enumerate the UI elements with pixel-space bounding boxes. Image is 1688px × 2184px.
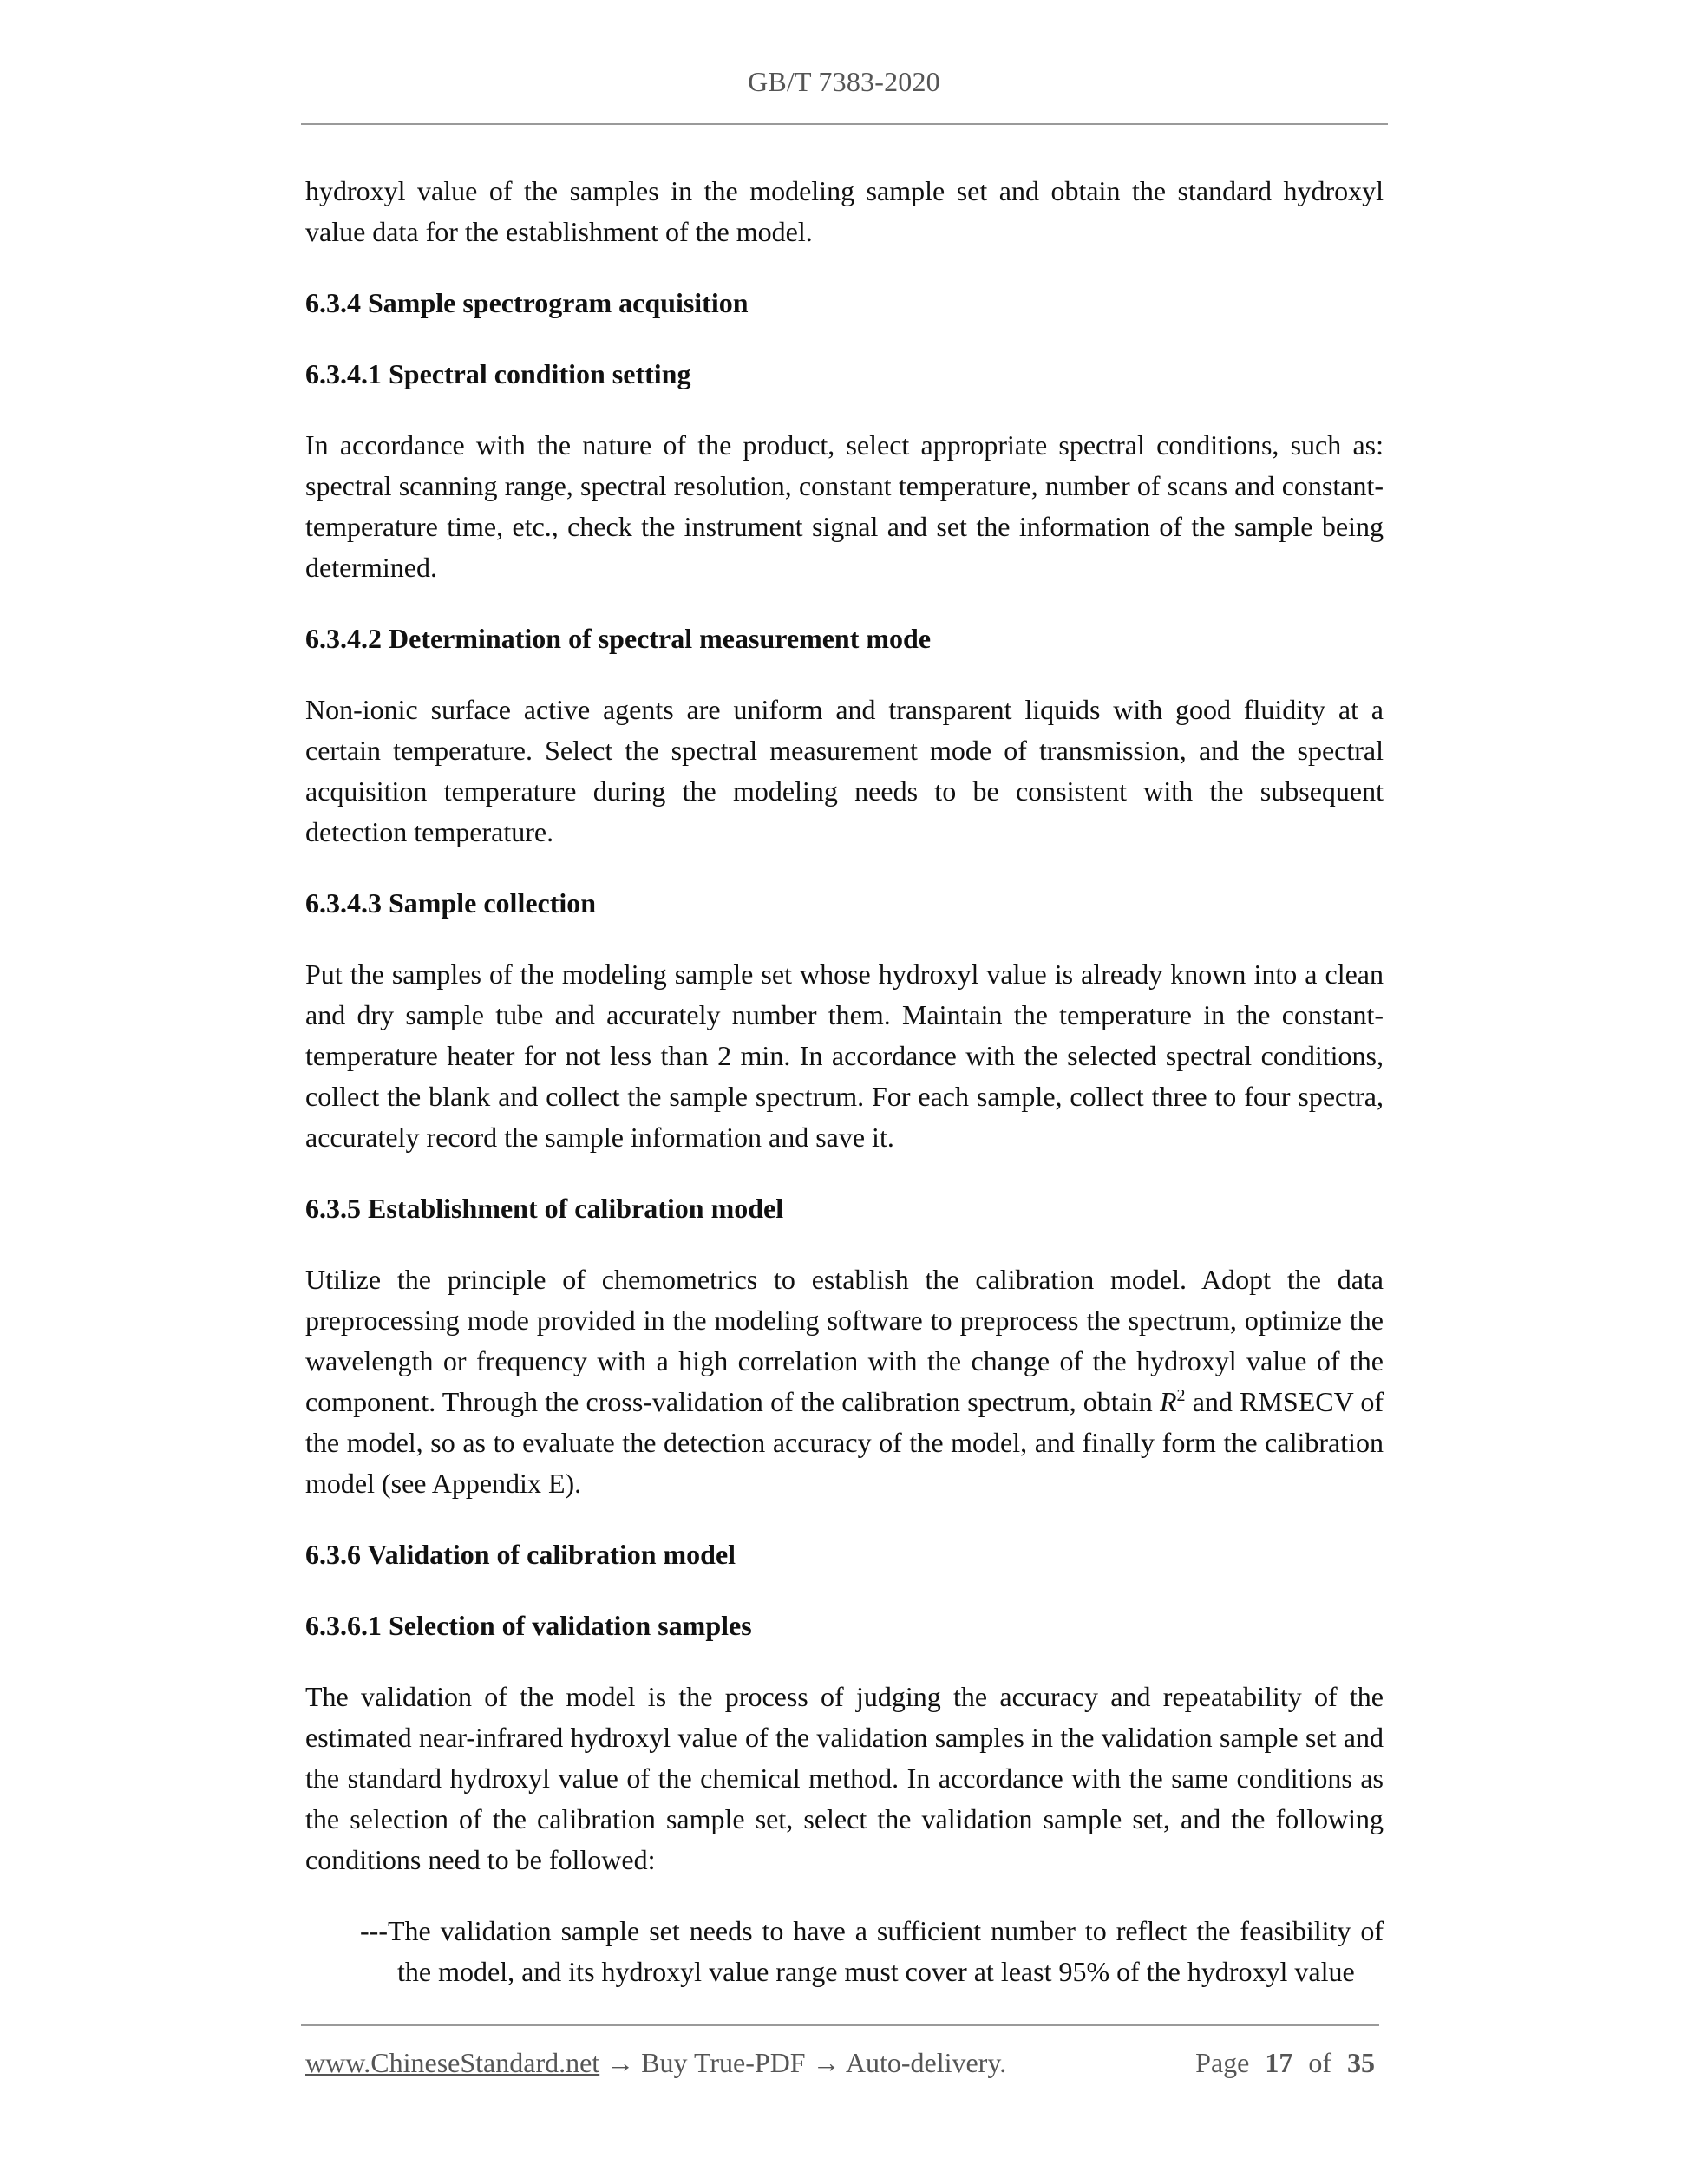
r-squared-exponent: 2: [1176, 1386, 1186, 1405]
buy-text: Buy True-PDF: [641, 2047, 806, 2078]
list-item: ---The validation sample set needs to have a sufficient number to reflect the feasibility of the model, and its hydroxyl value range must cover at least 95% of the hydroxyl value: [360, 1915, 1384, 1987]
page-current: 17: [1265, 2047, 1293, 2078]
site-link[interactable]: www.ChineseStandard.net: [305, 2047, 600, 2078]
intro-paragraph: hydroxyl value of the samples in the modeling sample set and obtain the standard hydroxyl value data for the establishment of the model.: [305, 175, 1384, 247]
footer-promo: [305, 2047, 1006, 2079]
section-heading-6-3-6: 6.3.6 Validation of calibration model: [305, 1539, 736, 1570]
document-id: GB/T 7383-2020: [748, 66, 940, 97]
paragraph-6-3-6-1: The validation of the model is the process of judging the accuracy and repeatability of the estimated near-infrared hydroxyl value of the validation samples in the validation sample set and the standard hydroxyl value of the chemical method. In accordance with the same conditions as the selection of the calibration sample set, select the validation sample set, and the following conditions need to be followed:: [305, 1681, 1384, 1875]
footer-divider: [301, 2024, 1379, 2026]
arrow-right-icon: →: [812, 2047, 841, 2078]
header-divider: [301, 123, 1388, 125]
document-header: [0, 66, 1688, 98]
paragraph-6-3-4-3: Put the samples of the modeling sample set whose hydroxyl value is already known into a clean and dry sample tube and accurately number them. Maintain the temperature in the constant-temperature heater for not less than 2 min. In accordance with the selected spectral conditions, collect the blank and collect the sample spectrum. For each sample, collect three to four spectra, accurately record the sample information and save it.: [305, 958, 1384, 1153]
paragraph-6-3-4-2: Non-ionic surface active agents are uniform and transparent liquids with good fluidity at a certain temperature. Select the spectral measurement mode of transmission, and the spectral acquisition temperature during the modeling needs to be consistent with the subsequent detection temperature.: [305, 694, 1384, 847]
page-footer: [305, 2047, 1375, 2079]
section-heading-6-3-4: 6.3.4 Sample spectrogram acquisition: [305, 287, 749, 318]
page-content: [305, 171, 1384, 1992]
section-heading-6-3-5: 6.3.5 Establishment of calibration model: [305, 1193, 784, 1224]
section-heading-6-3-6-1: 6.3.6.1 Selection of validation samples: [305, 1610, 752, 1641]
page-total: 35: [1347, 2047, 1375, 2078]
section-heading-6-3-4-1: 6.3.4.1 Spectral condition setting: [305, 358, 691, 389]
page-of-label: of: [1308, 2047, 1331, 2078]
section-heading-6-3-4-3: 6.3.4.3 Sample collection: [305, 887, 597, 919]
paragraph-6-3-5-part2: and RMSECV of the model, so as to evaluate the detection accuracy of the model, and finally form the calibration model (see Appendix E).: [305, 1386, 1384, 1499]
section-heading-6-3-4-2: 6.3.4.2 Determination of spectral measurement mode: [305, 623, 932, 654]
paragraph-6-3-4-1: In accordance with the nature of the product, select appropriate spectral conditions, such as: spectral scanning range, spectral resolution, constant temperature, number of scans and constant-temperature time, etc., check the instrument signal and set the information of the sample being determined.: [305, 429, 1384, 583]
r-squared-symbol: R: [1159, 1386, 1177, 1417]
paragraph-6-3-5-part1: Utilize the principle of chemometrics to establish the calibration model. Adopt the data preprocessing mode provided in the modeling software to preprocess the spectrum, optimize the wavelength or frequency with a high correlation with the change of the hydroxyl value of the component. Through the cross-validation of the calibration spectrum, obtain: [305, 1264, 1384, 1417]
page-number: [1195, 2047, 1375, 2079]
arrow-right-icon: →: [606, 2047, 635, 2078]
paragraph-6-3-5: [305, 1259, 1384, 1504]
page-label: Page: [1195, 2047, 1250, 2078]
delivery-text: Auto-delivery.: [845, 2047, 1007, 2078]
